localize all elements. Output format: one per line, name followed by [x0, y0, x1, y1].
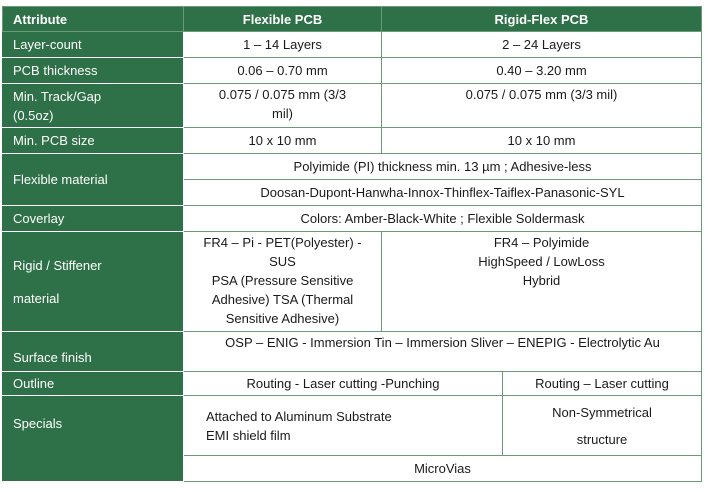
row-specials — [3, 396, 702, 456]
flex-track-gap — [184, 84, 382, 128]
rigidflex-specials-line-2: structure — [576, 431, 628, 447]
flex-stiffener-line-2: SUS — [269, 254, 296, 269]
rigidflex-stiffener-line-1: FR4 – Polyimide — [493, 235, 590, 250]
header-attribute: Attribute — [3, 7, 184, 32]
row-pcb-thickness — [3, 58, 702, 84]
surface-finish-value: OSP – ENIG - Immersion Tin – Immersion Sliver – ENEPIG - Electrolytic Au — [184, 332, 702, 372]
flex-specials — [184, 396, 503, 456]
rigidflex-stiffener-line-3: Hybrid — [522, 273, 561, 288]
flexible-material-line-1: Polyimide (PI) thickness min. 13 µm ; Adhesive-less — [184, 154, 702, 180]
header-rigid-flex-pcb: Rigid-Flex PCB — [382, 7, 702, 32]
label-stiffener — [3, 232, 184, 332]
flex-min-pcb-size: 10 x 10 mm — [184, 128, 382, 154]
flexible-material-line-2: Doosan-Dupont-Hanwha-Innox-Thinflex-Taiflex-Panasonic-SYL — [184, 180, 702, 206]
label-flexible-material: Flexible material — [3, 154, 184, 206]
rigidflex-outline: Routing – Laser cutting — [503, 372, 702, 396]
label-specials: Specials — [3, 396, 184, 482]
label-outline: Outline — [3, 372, 184, 396]
rigidflex-min-pcb-size: 10 x 10 mm — [382, 128, 702, 154]
flex-outline: Routing - Laser cutting -Punching — [184, 372, 503, 396]
rigidflex-stiffener — [382, 232, 702, 332]
header-flexible-pcb: Flexible PCB — [184, 7, 382, 32]
row-stiffener — [3, 232, 702, 332]
label-track-gap-line-1: Min. Track/Gap — [13, 88, 102, 104]
row-flexible-material-1 — [3, 154, 702, 180]
rigidflex-specials-line-1: Non-Symmetrical — [552, 404, 652, 420]
label-pcb-thickness: PCB thickness — [3, 58, 184, 84]
label-stiffener-line-1: Rigid / Stiffener — [13, 257, 102, 273]
flex-pcb-thickness: 0.06 – 0.70 mm — [184, 58, 382, 84]
label-coverlay: Coverlay — [3, 206, 184, 232]
flex-specials-line-1: Attached to Aluminum Substrate — [206, 408, 392, 424]
row-coverlay — [3, 206, 702, 232]
label-surface-finish: Surface finish — [3, 332, 184, 372]
flex-stiffener-line-5: Sensitive Adhesive) — [225, 311, 340, 326]
label-min-pcb-size: Min. PCB size — [3, 128, 184, 154]
rigidflex-layer-count: 2 – 24 Layers — [382, 32, 702, 58]
label-layer-count: Layer-count — [3, 32, 184, 58]
header-row — [3, 7, 702, 32]
coverlay-value: Colors: Amber-Black-White ; Flexible Soldermask — [184, 206, 702, 232]
rigidflex-track-gap: 0.075 / 0.075 mm (3/3 mil) — [382, 84, 702, 128]
row-layer-count — [3, 32, 702, 58]
pcb-capabilities-table — [2, 6, 702, 482]
label-track-gap-line-2: (0.5oz) — [13, 107, 54, 123]
row-track-gap — [3, 84, 702, 128]
row-min-pcb-size — [3, 128, 702, 154]
flex-stiffener-line-4: Adhesive) TSA (Thermal — [211, 292, 354, 307]
flex-stiffener — [184, 232, 382, 332]
rigidflex-pcb-thickness: 0.40 – 3.20 mm — [382, 58, 702, 84]
microvias-value: MicroVias — [184, 456, 702, 482]
rigidflex-stiffener-line-2: HighSpeed / LowLoss — [478, 254, 605, 269]
label-track-gap — [3, 84, 184, 128]
flex-specials-line-2: EMI shield film — [206, 427, 291, 443]
flex-track-gap-line-1: 0.075 / 0.075 mm (3/3 — [218, 87, 347, 102]
flex-layer-count: 1 – 14 Layers — [184, 32, 382, 58]
label-stiffener-line-2: material — [13, 290, 60, 306]
rigidflex-specials — [503, 396, 702, 456]
row-outline — [3, 372, 702, 396]
row-surface-finish — [3, 332, 702, 372]
flex-stiffener-line-3: PSA (Pressure Sensitive — [211, 273, 354, 288]
flex-track-gap-line-2: mil) — [272, 106, 293, 121]
flex-stiffener-line-1: FR4 – Pi - PET(Polyester) - — [203, 235, 362, 250]
